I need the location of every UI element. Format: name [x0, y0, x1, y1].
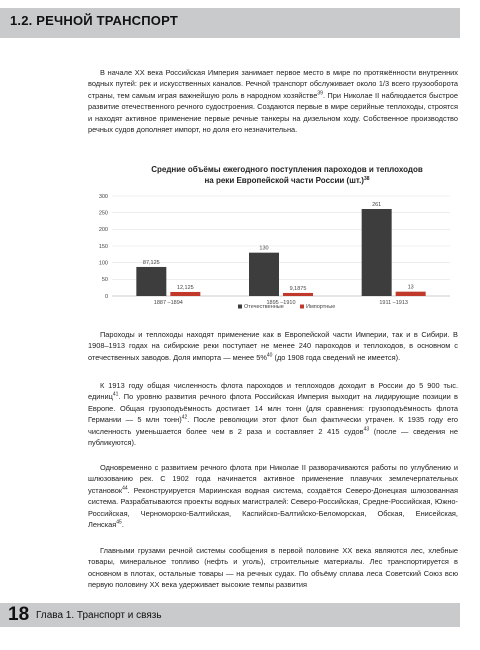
paragraph-text: Главными грузами речной системы сообщения в первой половине XX века являются лес, хлебные товары, минеральное топливо (нефть и уголь), строительные материалы. Лес транспортируется в основном в плотах, остальные товары — на речных судах. По объёму сплава леса Советский Союз всю первую половину XX века удерживает высокие темпы развития	[88, 546, 458, 590]
footnote-ref: 45	[116, 519, 122, 526]
chart-title-footnote: 38	[363, 176, 370, 182]
paragraph-text: К 1913 году общая численность флота пароходов и теплоходов доходит в России до 5 900 тыс. единиц	[88, 381, 458, 402]
paragraph-text: . При Николае II наблюдается быстрое развитие отечественного речного судостроения. Создаются первые в мире серийные теплоходы, строятся и находят активное применение первые речные танкеры на дизельном ходу. Собственное производство речных судов дополняет импорт, но доля его незначительна.	[88, 90, 458, 135]
paragraph-text: . Реконструируется Мариинская водная система, создаётся Северо-Донецкая шлюзованная система. Разрабатываются проекты водных магистралей: Северо-Российская, Средне-Российская, Южно-Российская, Черноморско-Балтийская, Каспийско-Балтийско-Беломорская, Обская, Енисейская, Ленская	[88, 485, 458, 530]
chapter-title: Глава 1. Транспорт и связь	[36, 610, 162, 621]
legend-swatch	[238, 305, 242, 309]
footnote-ref: 41	[112, 391, 119, 398]
paragraph-text: . По уровню развития речного флота Российская Империя выходит на лидирующие позиции в Европе. Общая грузоподъёмность достигает 14 млн тонн (для сравнения: грузоподъёмность флота Германии — 5 млн тонн)	[88, 392, 458, 425]
y-tick-label: 200	[98, 227, 108, 234]
chart-bar	[170, 292, 200, 296]
page-number: 18	[8, 604, 30, 625]
chart-bars	[136, 202, 425, 296]
chart-bar	[362, 209, 392, 296]
chart-data-label: 12,125	[176, 284, 194, 291]
paragraph-text: (до 1908 года сведений не имеется).	[272, 352, 401, 362]
paragraph-text: Пароходы и теплоходы находят применение как в Европейской части Империи, так и в Сибири. В 1908–1913 годах на сибирские реки поступает не менее 240 пароходов и теплоходов, в основном с отечественных заводов. Доля импорта — менее 5%	[88, 330, 458, 362]
chart-data-label: 130	[259, 245, 269, 252]
paragraph-text: . После революции этот флот был фактически утрачен. К 1935 году его численность уменьшается более чем в 2 раза и составляет 2 415 судов	[88, 415, 459, 436]
chart-title-line-1: Средние объёмы ежегодного поступления пароходов и теплоходов	[151, 165, 423, 174]
chart	[88, 163, 458, 315]
footnote-ref: 40	[266, 352, 273, 359]
x-tick-label: 1887 –1894	[153, 300, 183, 306]
y-tick-label: 50	[101, 277, 108, 284]
paragraph-text: Одновременно с развитием речного флота при Николае II разворачиваются работы по углублению и шлюзованию рек. С 1902 года начинается активное применение плавучих землечерпательных установок	[88, 463, 458, 495]
y-tick-label: 150	[98, 243, 108, 250]
x-tick-label: 1895 –1910	[266, 300, 296, 306]
chart-bar	[249, 253, 279, 296]
footnote-ref: 42	[181, 414, 188, 421]
footnote-ref: 44	[122, 485, 128, 492]
paragraph-text: .	[121, 520, 124, 530]
footnote-ref: 39	[317, 90, 323, 97]
chart-bar	[283, 293, 313, 296]
chart-data-label: 87,125	[142, 259, 160, 266]
y-tick-label: 0	[104, 293, 108, 300]
x-tick-label: 1911 –1913	[379, 300, 408, 306]
y-tick-label: 100	[98, 260, 108, 267]
paragraph-4	[88, 462, 458, 530]
paragraph-3	[88, 380, 458, 448]
paragraph-2	[88, 329, 458, 363]
paragraph-text: В начале XX века Российская Империя занимает первое место в мире по протяжённости внутренних водных путей: рек и искусственных каналов. Речной транспорт обслуживает около 1/3 всего грузооборота страны, тем самым играя важнейшую роль в народном хозяйстве	[88, 68, 458, 100]
chart-y-axis	[99, 194, 108, 300]
chart-bar	[136, 267, 166, 296]
section-title: 1.2. РЕЧНОЙ ТРАНСПОРТ	[10, 13, 178, 28]
paragraph-text: (после — сведения не публикуются).	[88, 426, 458, 448]
chart-data-label: 9,1875	[289, 285, 307, 292]
chart-title-line-2: на реки Европейской части России $(шт.)^{38}$	[204, 176, 370, 185]
chart-data-label: 13	[407, 284, 414, 291]
chart-data-label: 261	[372, 202, 382, 208]
y-tick-label: 250	[98, 210, 108, 217]
legend-label: Импортные	[306, 304, 336, 310]
y-tick-label: 300	[98, 193, 108, 200]
legend-swatch	[300, 305, 304, 309]
paragraph-5	[88, 545, 458, 591]
chart-bar	[396, 292, 426, 296]
legend-label: Отечественные	[244, 304, 284, 310]
paragraph-1	[88, 67, 458, 135]
footnote-ref: 43	[363, 426, 370, 433]
